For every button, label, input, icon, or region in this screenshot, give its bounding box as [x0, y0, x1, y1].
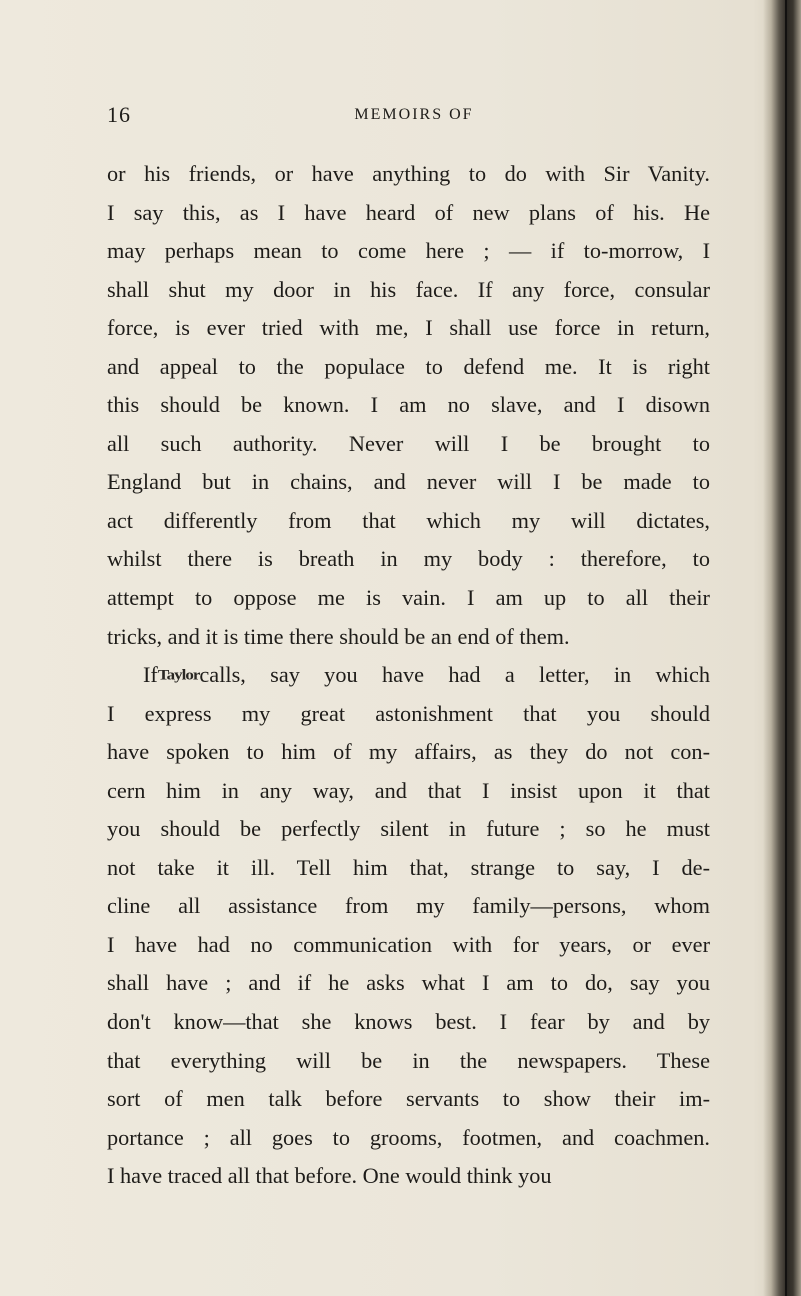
page-header [107, 102, 707, 132]
text-line: attempt to oppose me is vain. I am up to all their [107, 585, 710, 611]
text-line: I have had no communication with for years, or ever [107, 931, 710, 957]
text-line: I say this, as I have heard of new plans of his. He [107, 199, 710, 225]
line-rest: calls, say you have had a letter, in which [199, 662, 710, 688]
page-number: 16 [107, 102, 131, 127]
text-line: force, is ever tried with me, I shall use force in return, [107, 315, 710, 341]
text-line: shall have ; and if he asks what I am to do, say you [107, 970, 710, 996]
body-text [107, 155, 710, 1196]
text-line: act differently from that which my will dictates, [107, 507, 710, 533]
text-line: this should be known. I am no slave, and I disown [107, 392, 710, 418]
text-line: whilst there is breath in my body : therefore, to [107, 546, 710, 572]
text-line: that everything will be in the newspapers. These [107, 1047, 710, 1073]
text-line: I have traced all that before. One would think you [107, 1163, 552, 1189]
text-line: portance ; all goes to grooms, footmen, and coachmen. [107, 1124, 710, 1150]
text-line: England but in chains, and never will I be made to [107, 469, 710, 495]
text-line-first [107, 656, 710, 695]
text-line: or his friends, or have anything to do with Sir Vanity. [107, 161, 710, 186]
text-line: not take it ill. Tell him that, strange to say, I de- [107, 854, 710, 880]
text-line: cern him in any way, and that I insist upon it that [107, 777, 710, 803]
text-line: cline all assistance from my family—persons, whom [107, 893, 710, 919]
paragraph [107, 656, 710, 1196]
binding-edge-line [785, 0, 787, 1296]
text-line: you should be perfectly silent in future ; so he must [107, 816, 710, 842]
text-line: shall shut my door in his face. If any force, consular [107, 276, 710, 302]
text-line: may perhaps mean to come here ; — if to-morrow, I [107, 238, 710, 264]
text-line: have spoken to him of my affairs, as they do not con- [107, 739, 710, 765]
text-line: I express my great astonishment that you should [107, 700, 710, 726]
line-prefix: If [143, 662, 158, 688]
blotted-name: Taylor [157, 666, 200, 684]
running-head: MEMOIRS OF [354, 106, 474, 123]
text-line: and appeal to the populace to defend me. It is right [107, 353, 710, 379]
text-line: tricks, and it is time there should be an end of them. [107, 623, 570, 649]
binding-edge [763, 0, 801, 1296]
paragraph [107, 155, 710, 656]
text-line: all such authority. Never will I be brought to [107, 430, 710, 456]
text-line: sort of men talk before servants to show their im- [107, 1086, 710, 1112]
text-line: don't know—that she knows best. I fear by and by [107, 1009, 710, 1035]
